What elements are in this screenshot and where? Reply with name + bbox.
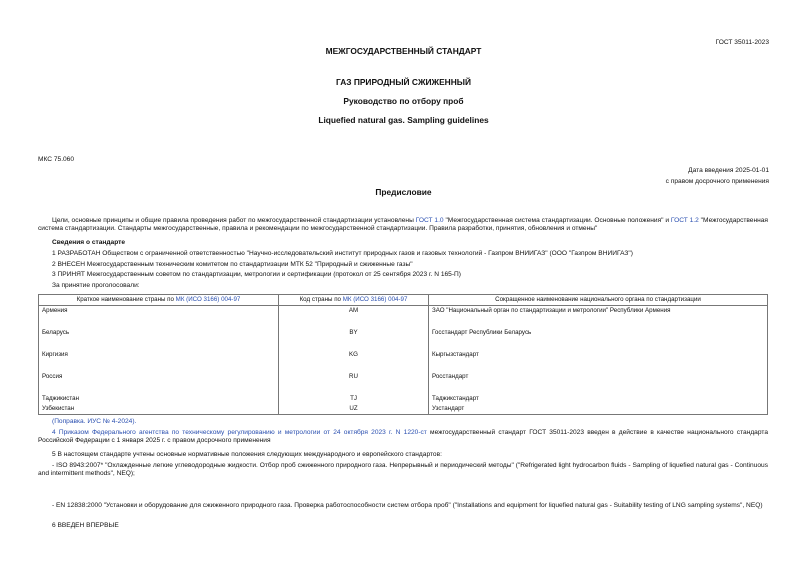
body-cell: Узстандарт bbox=[429, 404, 768, 415]
country-cell: Россия bbox=[39, 372, 279, 394]
info-heading: Сведения о стандарте bbox=[52, 239, 126, 246]
table-row bbox=[39, 404, 768, 415]
code-header-text: Код страны по bbox=[299, 296, 343, 303]
item-5: 5 В настоящем стандарте учтены основные нормативные положения следующих международного и европейского стандартов: bbox=[52, 451, 442, 458]
code-cell: AM bbox=[279, 306, 429, 328]
code-cell: RU bbox=[279, 372, 429, 394]
standard-english-title: Liquefied natural gas. Sampling guidelines bbox=[318, 115, 489, 125]
body-cell: Таджикстандарт bbox=[429, 394, 768, 404]
country-cell: Беларусь bbox=[39, 328, 279, 350]
body-column-header: Сокращенное наименование национального органа по стандартизации bbox=[429, 295, 768, 306]
code-cell: BY bbox=[279, 328, 429, 350]
body-cell: Росстандарт bbox=[429, 372, 768, 394]
table-row bbox=[39, 372, 768, 394]
country-header-text: Краткое наименование страны по bbox=[76, 296, 176, 303]
code-cell: UZ bbox=[279, 404, 429, 415]
body-cell: ЗАО "Национальный орган по стандартизации и метрологии" Республики Армения bbox=[429, 306, 768, 328]
doc-number: ГОСТ 35011-2023 bbox=[715, 39, 769, 46]
standard-subtitle: Руководство по отбору проб bbox=[343, 96, 464, 106]
country-cell: Таджикистан bbox=[39, 394, 279, 404]
item-adopted: 3 ПРИНЯТ Межгосударственным советом по стандартизации, метрологии и сертификации (протокол от 25 сентября 2023 г. N 165-П) bbox=[52, 271, 461, 278]
foreword-paragraph bbox=[38, 217, 768, 233]
country-cell: Армения bbox=[39, 306, 279, 328]
code-cell: KG bbox=[279, 350, 429, 372]
country-cell: Узбекистан bbox=[39, 404, 279, 415]
country-column-header bbox=[39, 295, 279, 306]
standard-name: ГАЗ ПРИРОДНЫЙ СЖИЖЕННЫЙ bbox=[335, 77, 471, 87]
iso-reference: - ISO 8943:2007* "Охлажденные легкие углеводородные жидкости. Отбор проб сжиженного природного газа. Непрерывный и периодический методы" ("Refrigerated light hydrocarbon fluids - Sampling of liquefied natural gas - Continuous and intermittent methods", NEQ); bbox=[38, 462, 768, 478]
order-link[interactable]: 4 Приказом Федерального агентства по техническому регулированию и метрологии от 24 октября 2023 г. N 1220-ст bbox=[52, 429, 427, 436]
foreword-text-a: Цели, основные принципы и общие правила проведения работ по межгосударственной стандартизации установлены bbox=[52, 217, 416, 224]
gost-1-2-link[interactable]: ГОСТ 1.2 bbox=[670, 217, 699, 224]
gost-1-0-link[interactable]: ГОСТ 1.0 bbox=[415, 217, 444, 224]
intro-date: Дата введения 2025-01-01 bbox=[688, 167, 769, 174]
amendment-link[interactable]: (Поправка. ИУС № 4-2024). bbox=[52, 418, 137, 425]
mk-iso-code-link[interactable]: МК (ИСО 3166) 004-97 bbox=[342, 296, 408, 303]
order-text: межгосударственный стандарт ГОСТ 35011-2023 введен в действие в качестве национального стандарта Российской Федерации с 1 января 2025 г. с правом досрочного применения bbox=[38, 429, 768, 445]
mks-code: МКС 75.060 bbox=[38, 156, 75, 163]
voting-table bbox=[38, 294, 768, 415]
table-row bbox=[39, 350, 768, 372]
intro-note: с правом досрочного применения bbox=[665, 178, 769, 185]
item-developed: 1 РАЗРАБОТАН Обществом с ограниченной ответственностью "Научно-исследовательский институт природных газов и газовых технологий - Газпром ВНИИГАЗ" (ООО "Газпром ВНИИГАЗ") bbox=[52, 250, 633, 257]
table-row bbox=[39, 306, 768, 328]
table-header-row bbox=[39, 295, 768, 306]
table-row bbox=[39, 328, 768, 350]
country-cell: Киргизия bbox=[39, 350, 279, 372]
code-cell: TJ bbox=[279, 394, 429, 404]
item-submitted: 2 ВНЕСЕН Межгосударственным техническим комитетом по стандартизации МТК 52 "Природный и сжиженные газы" bbox=[52, 261, 413, 268]
code-column-header bbox=[279, 295, 429, 306]
foreword-text-b: "Межгосударственная система стандартизации. Основные положения" и bbox=[443, 217, 671, 224]
foreword-text-c: "Межгосударственная система стандартизации. Стандарты межгосударственные, правила и рекомендации по межгосударственной стандартизации. Правила разработки, принятия, обновления и отмены" bbox=[38, 217, 768, 233]
foreword-heading: Предисловие bbox=[375, 187, 432, 197]
table-row bbox=[39, 394, 768, 404]
standard-kind: МЕЖГОСУДАРСТВЕННЫЙ СТАНДАРТ bbox=[325, 46, 482, 56]
voted-label: За принятие проголосовали: bbox=[52, 282, 140, 289]
en-reference: - EN 12838:2000 "Установки и оборудование для сжиженного природного газа. Проверка работоспособности систем отбора проб" ("Installations and equipment for liquefied natural gas - Suitability testing of LNG sampling systems", NEQ) bbox=[52, 502, 763, 509]
item-6: 6 ВВЕДЕН ВПЕРВЫЕ bbox=[52, 522, 119, 529]
body-cell: Кыргызстандарт bbox=[429, 350, 768, 372]
mk-iso-link[interactable]: МК (ИСО 3166) 004-97 bbox=[175, 296, 241, 303]
order-paragraph bbox=[38, 429, 768, 445]
body-cell: Госстандарт Республики Беларусь bbox=[429, 328, 768, 350]
